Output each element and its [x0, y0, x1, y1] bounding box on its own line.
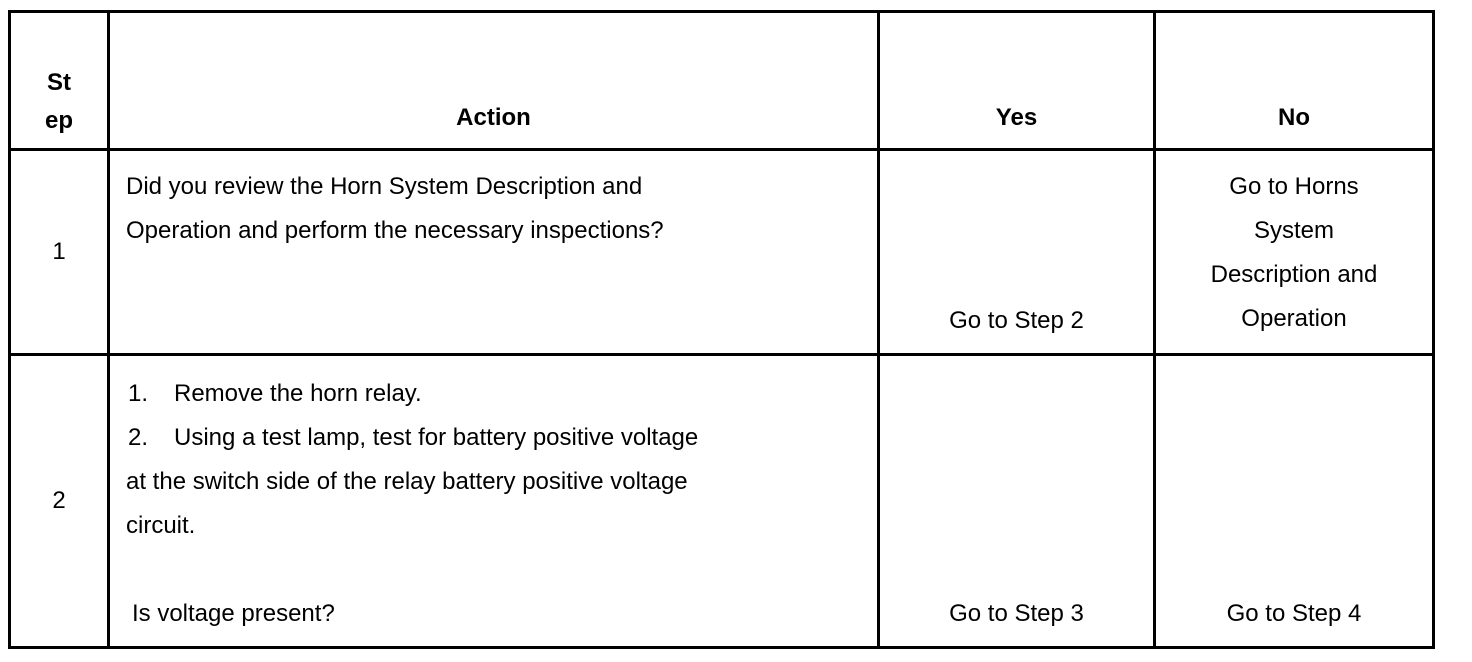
table-row — [10, 355, 1434, 648]
step-header-line-1: St — [47, 69, 71, 96]
yes-result: Go to Step 3 — [879, 355, 1155, 648]
table-row — [10, 150, 1434, 355]
action-question: Is voltage present? — [132, 600, 335, 627]
no-line: System — [1253, 217, 1334, 244]
list-number: 2. — [128, 424, 149, 451]
step-number: 1 — [10, 150, 109, 355]
header-row — [10, 12, 1434, 150]
step-header — [10, 12, 109, 150]
action-list-item — [126, 372, 861, 416]
diagnostic-table — [8, 10, 1435, 649]
action-line: circuit. — [126, 512, 196, 539]
no-line: Go to Horns — [1229, 173, 1359, 200]
no-header: No — [1155, 12, 1434, 150]
action-cell — [109, 355, 879, 648]
yes-header: Yes — [879, 12, 1155, 150]
action-line: Did you review the Horn System Description and — [126, 173, 643, 200]
spacer — [126, 548, 861, 592]
list-number: 1. — [128, 380, 149, 407]
yes-result: Go to Step 2 — [879, 150, 1155, 355]
action-line: Operation and perform the necessary inspections? — [126, 217, 664, 244]
list-text: Using a test lamp, test for battery positive voltage — [174, 424, 699, 451]
action-header: Action — [109, 12, 879, 150]
no-result: Go to Step 4 — [1155, 355, 1434, 648]
action-line: at the switch side of the relay battery positive voltage — [126, 468, 688, 495]
list-text: Remove the horn relay. — [174, 380, 422, 407]
step-header-line-2: ep — [44, 107, 73, 134]
action-list-item — [126, 416, 861, 460]
no-line: Description and — [1210, 261, 1378, 288]
action-cell — [109, 150, 879, 355]
no-result — [1155, 150, 1434, 355]
no-line: Operation — [1241, 305, 1347, 332]
step-number: 2 — [10, 355, 109, 648]
